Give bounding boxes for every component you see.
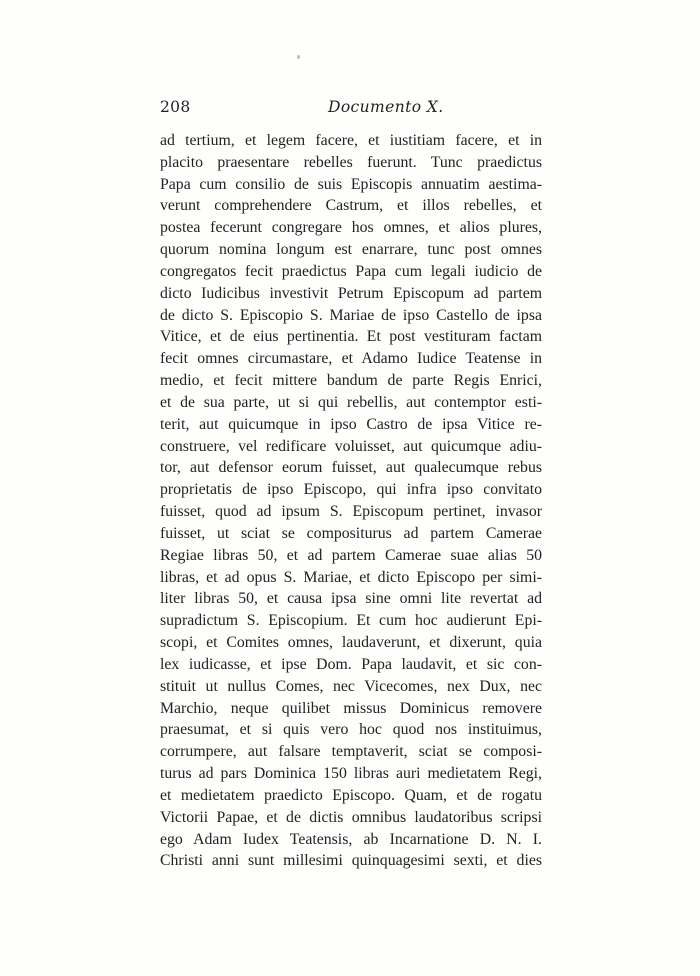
text-line: proprietatis de ipso Episcopo, qui infra ipso convitato xyxy=(160,481,542,499)
text-line: postea fecerunt congregare hos omnes, et alios plures, xyxy=(160,219,542,237)
running-title: Documento X. xyxy=(328,98,444,116)
text-line: verunt comprehendere Castrum, et illos rebelles, et xyxy=(160,197,542,215)
text-line: de dicto S. Episcopio S. Mariae de ipso Castello de ipsa xyxy=(160,306,542,324)
text-line: construere, vel redificare voluisset, aut quicumque adiu- xyxy=(160,437,542,455)
text-line: Christi anni sunt millesimi quinquagesimi sexti, et dies xyxy=(160,852,542,870)
text-line: libras, et ad opus S. Mariae, et dicto Episcopo per simi- xyxy=(160,568,542,586)
text-line: lex iudicasse, et ipse Dom. Papa laudavit, et sic con- xyxy=(160,655,542,673)
text-line: dicto Iudicibus investivit Petrum Episcopum ad partem xyxy=(160,284,542,302)
text-line: Marchio, neque quilibet missus Dominicus removere xyxy=(160,699,542,717)
text-line: et medietatem praedicto Episcopo. Quam, et de rogatu xyxy=(160,786,542,804)
text-line: ad tertium, et legem facere, et iustitiam facere, et in xyxy=(160,132,542,149)
text-line: fuisset, ut sciat se compositurus ad partem Camerae xyxy=(160,524,542,542)
text-line: praesumat, et si quis vero hoc quod nos instituimus, xyxy=(160,721,542,739)
text-line: Papa cum consilio de suis Episcopis annuatim aestima- xyxy=(160,175,542,193)
document-body xyxy=(160,130,542,872)
paper-speck xyxy=(297,55,300,59)
text-line: ego Adam Iudex Teatensis, ab Incarnatione D. N. I. xyxy=(160,830,542,848)
text-line: liter libras 50, et causa ipsa sine omni lite revertat ad xyxy=(160,590,542,608)
text-line: turus ad pars Dominica 150 libras auri medietatem Regi, xyxy=(160,765,542,783)
text-line: medio, et fecit mittere bandum de parte Regis Enrici, xyxy=(160,372,542,390)
text-line: et de sua parte, ut si qui rebellis, aut contemptor esti- xyxy=(160,393,542,411)
text-line: supradictum S. Episcopium. Et cum hoc audierunt Epi- xyxy=(160,612,542,630)
text-line: congregatos fecit praedictus Papa cum legali iudicio de xyxy=(160,262,542,280)
text-line: Victorii Papae, et de dictis omnibus laudatoribus scripsi xyxy=(160,808,542,826)
text-line: Regiae libras 50, et ad partem Camerae suae alias 50 xyxy=(160,546,542,564)
text-line: fecit omnes circumastare, et Adamo Iudice Teatense in xyxy=(160,350,542,368)
text-line: placito praesentare rebelles fuerunt. Tunc praedictus xyxy=(160,153,542,171)
page-number: 208 xyxy=(160,98,191,116)
text-line: fuisset, quod ad ipsum S. Episcopum pertinet, invasor xyxy=(160,503,542,521)
text-line: tor, aut defensor eorum fuisset, aut qualecumque rebus xyxy=(160,459,542,477)
text-line: quorum nomina longum est enarrare, tunc post omnes xyxy=(160,241,542,259)
text-line: scopi, et Comites omnes, laudaverunt, et dixerunt, quia xyxy=(160,634,542,652)
text-line: corrumpere, aut falsare temptaverit, sciat se composi- xyxy=(160,743,542,761)
text-line: Vitice, et de eius pertinentia. Et post vestituram factam xyxy=(160,328,542,346)
text-line: stituit ut nullus Comes, nec Vicecomes, nex Dux, nec xyxy=(160,677,542,695)
page-header xyxy=(160,98,542,118)
text-line: terit, aut quicumque in ipso Castro de ipsa Vitice re- xyxy=(160,415,542,433)
